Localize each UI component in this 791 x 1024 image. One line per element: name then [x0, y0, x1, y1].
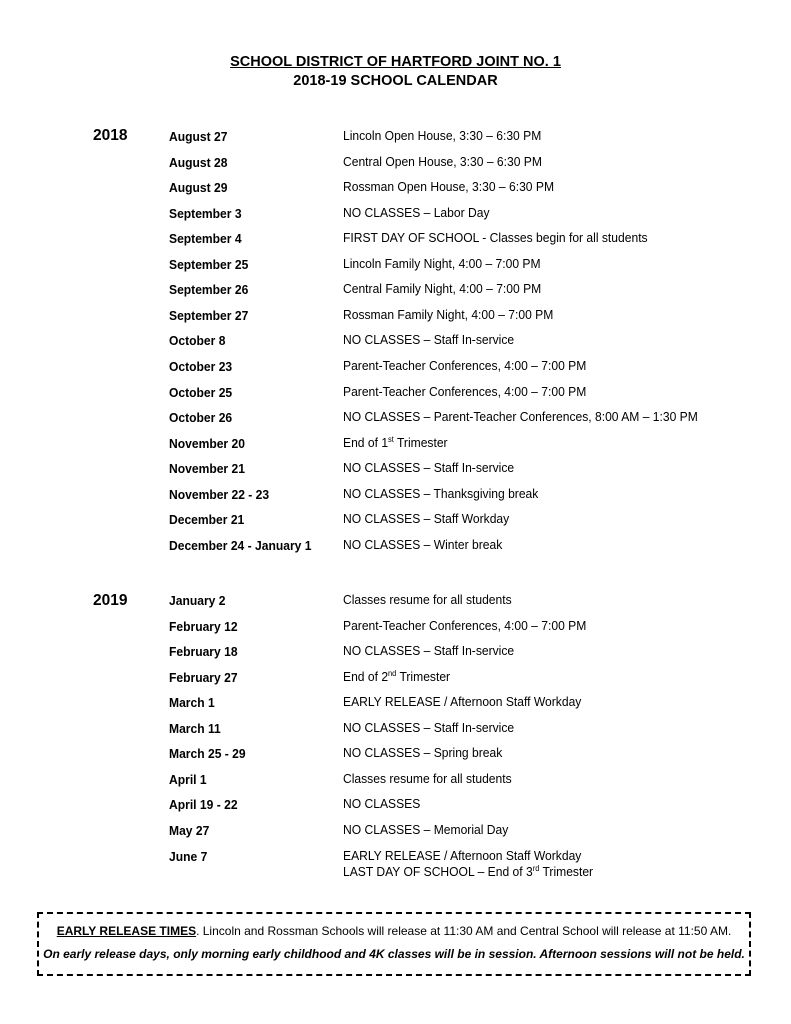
event-date: September 26	[169, 282, 249, 298]
event-date: October 26	[169, 410, 233, 426]
event-row	[169, 695, 769, 717]
event-text: EARLY RELEASE / Afternoon Staff Workday	[343, 847, 582, 863]
event-text: End of 2	[343, 668, 389, 684]
event-text: End of 1	[343, 434, 389, 450]
event-text: FIRST DAY OF SCHOOL - Classes begin for all students	[343, 230, 648, 246]
event-row	[169, 359, 769, 381]
event-description	[343, 281, 541, 297]
event-date: May 27	[169, 823, 210, 839]
event-date: August 27	[169, 129, 228, 144]
event-text: NO CLASSES – Staff In-service	[343, 643, 515, 659]
event-description	[343, 230, 648, 246]
event-description	[343, 720, 514, 736]
event-description	[343, 409, 698, 425]
event-description	[343, 796, 420, 812]
district-title: SCHOOL DISTRICT OF HARTFORD JOINT NO. 1	[230, 54, 561, 70]
event-description	[343, 128, 541, 144]
event-date: June 7	[169, 848, 208, 864]
event-text: Central Family Night, 4:00 – 7:00 PM	[343, 281, 542, 297]
event-text: NO CLASSES – Winter break	[343, 536, 503, 552]
event-date: November 20	[169, 435, 245, 451]
event-text: EARLY RELEASE / Afternoon Staff Workday	[343, 694, 582, 710]
event-date: October 25	[169, 384, 233, 400]
event-description	[343, 307, 553, 323]
event-text: Lincoln Family Night, 4:00 – 7:00 PM	[343, 255, 541, 271]
event-date: November 21	[169, 461, 245, 477]
event-text: Rossman Open House, 3:30 – 6:30 PM	[343, 179, 555, 195]
event-text-tail: Trimester	[393, 434, 448, 450]
event-date: January 2	[169, 593, 226, 608]
event-description	[343, 460, 514, 476]
event-date: September 25	[169, 256, 249, 272]
event-row	[169, 206, 769, 228]
event-text-line2-tail: Trimester	[539, 863, 594, 879]
event-date: October 8	[169, 333, 226, 349]
event-date: October 23	[169, 359, 233, 375]
event-row	[169, 619, 769, 641]
event-description	[343, 179, 554, 195]
event-row	[169, 538, 769, 560]
event-description	[343, 358, 586, 374]
event-text-line2: LAST DAY OF SCHOOL – End of 3	[343, 863, 533, 879]
event-text: NO CLASSES – Parent-Teacher Conferences, 8:00 AM – 1:30 PM	[343, 409, 698, 425]
calendar-header	[0, 53, 791, 91]
notice-label: EARLY RELEASE TIMES	[56, 924, 197, 938]
event-description	[343, 618, 586, 634]
event-row	[169, 282, 769, 304]
event-row	[169, 487, 769, 509]
event-row	[169, 461, 769, 483]
event-row	[169, 231, 769, 253]
event-description	[343, 745, 502, 761]
event-date: March 11	[169, 720, 221, 736]
calendar-title: 2018-19 SCHOOL CALENDAR	[293, 73, 498, 89]
event-description	[343, 537, 502, 553]
event-description	[343, 592, 512, 608]
year-heading: 2019	[93, 592, 128, 609]
event-row	[169, 644, 769, 666]
event-row	[169, 772, 769, 794]
event-row	[169, 308, 769, 330]
event-row	[169, 721, 769, 743]
event-date: April 1	[169, 771, 207, 787]
event-text: Parent-Teacher Conferences, 4:00 – 7:00 PM	[343, 617, 587, 633]
event-row	[169, 512, 769, 534]
event-text: NO CLASSES – Staff In-service	[343, 332, 515, 348]
event-description	[343, 822, 508, 838]
event-text: Lincoln Open House, 3:30 – 6:30 PM	[343, 128, 542, 143]
event-row	[169, 410, 769, 432]
event-row	[169, 797, 769, 819]
event-description	[343, 694, 581, 710]
notice-line-1	[39, 924, 749, 938]
event-text: Parent-Teacher Conferences, 4:00 – 7:00 PM	[343, 358, 587, 374]
event-text-tail: Trimester	[396, 668, 451, 684]
event-description	[343, 771, 512, 787]
notice-text: . Lincoln and Rossman Schools will release at 11:30 AM and Central School will release at 11:50 AM.	[196, 924, 732, 938]
event-description	[343, 511, 509, 527]
event-date: December 21	[169, 512, 245, 528]
event-description	[343, 486, 538, 502]
event-date: February 27	[169, 669, 238, 685]
event-text: Classes resume for all students	[343, 770, 512, 786]
event-row	[169, 847, 769, 879]
ordinal-suffix: st	[388, 434, 394, 444]
event-text: NO CLASSES – Memorial Day	[343, 822, 509, 838]
event-date: November 22 - 23	[169, 486, 270, 502]
event-text: Classes resume for all students	[343, 592, 512, 607]
event-row	[169, 155, 769, 177]
event-description	[343, 256, 541, 272]
ordinal-suffix: rd	[532, 863, 540, 873]
event-text: NO CLASSES – Spring break	[343, 745, 503, 761]
early-release-notice	[37, 912, 751, 976]
event-text: Parent-Teacher Conferences, 4:00 – 7:00 PM	[343, 383, 587, 399]
event-text: NO CLASSES	[343, 796, 421, 812]
event-row	[169, 593, 769, 615]
event-date: March 25 - 29	[169, 746, 246, 762]
event-date: September 3	[169, 205, 242, 221]
event-description	[343, 332, 514, 348]
event-row	[169, 180, 769, 202]
event-row	[169, 670, 769, 692]
event-description	[343, 435, 448, 451]
event-description	[343, 848, 593, 880]
event-date: February 18	[169, 644, 238, 660]
event-date: March 1	[169, 695, 215, 711]
event-text: NO CLASSES – Staff In-service	[343, 719, 515, 735]
event-description	[343, 643, 514, 659]
event-date: August 28	[169, 154, 228, 170]
event-row	[169, 257, 769, 279]
event-row	[169, 333, 769, 355]
event-row	[169, 436, 769, 458]
notice-line-2: On early release days, only morning early childhood and 4K classes will be in session. Afternoon sessions will not be held.	[43, 947, 745, 961]
event-row	[169, 823, 769, 845]
event-date: February 12	[169, 618, 238, 634]
event-description	[343, 384, 586, 400]
event-text: NO CLASSES – Thanksgiving break	[343, 485, 539, 501]
event-row	[169, 129, 769, 151]
event-description	[343, 669, 450, 685]
event-text: Rossman Family Night, 4:00 – 7:00 PM	[343, 306, 554, 322]
event-text: NO CLASSES – Staff Workday	[343, 511, 510, 527]
event-date: September 4	[169, 231, 242, 247]
event-date: December 24 - January 1	[169, 537, 312, 553]
event-date: September 27	[169, 307, 249, 323]
ordinal-suffix: nd	[388, 668, 397, 678]
event-date: August 29	[169, 180, 228, 196]
year-heading: 2018	[93, 127, 128, 144]
event-date: April 19 - 22	[169, 797, 238, 813]
event-row	[169, 385, 769, 407]
event-row	[169, 746, 769, 768]
event-description	[343, 205, 490, 221]
event-description	[343, 154, 542, 170]
event-text: NO CLASSES – Staff In-service	[343, 460, 515, 476]
event-text: NO CLASSES – Labor Day	[343, 204, 490, 220]
event-text: Central Open House, 3:30 – 6:30 PM	[343, 153, 542, 169]
